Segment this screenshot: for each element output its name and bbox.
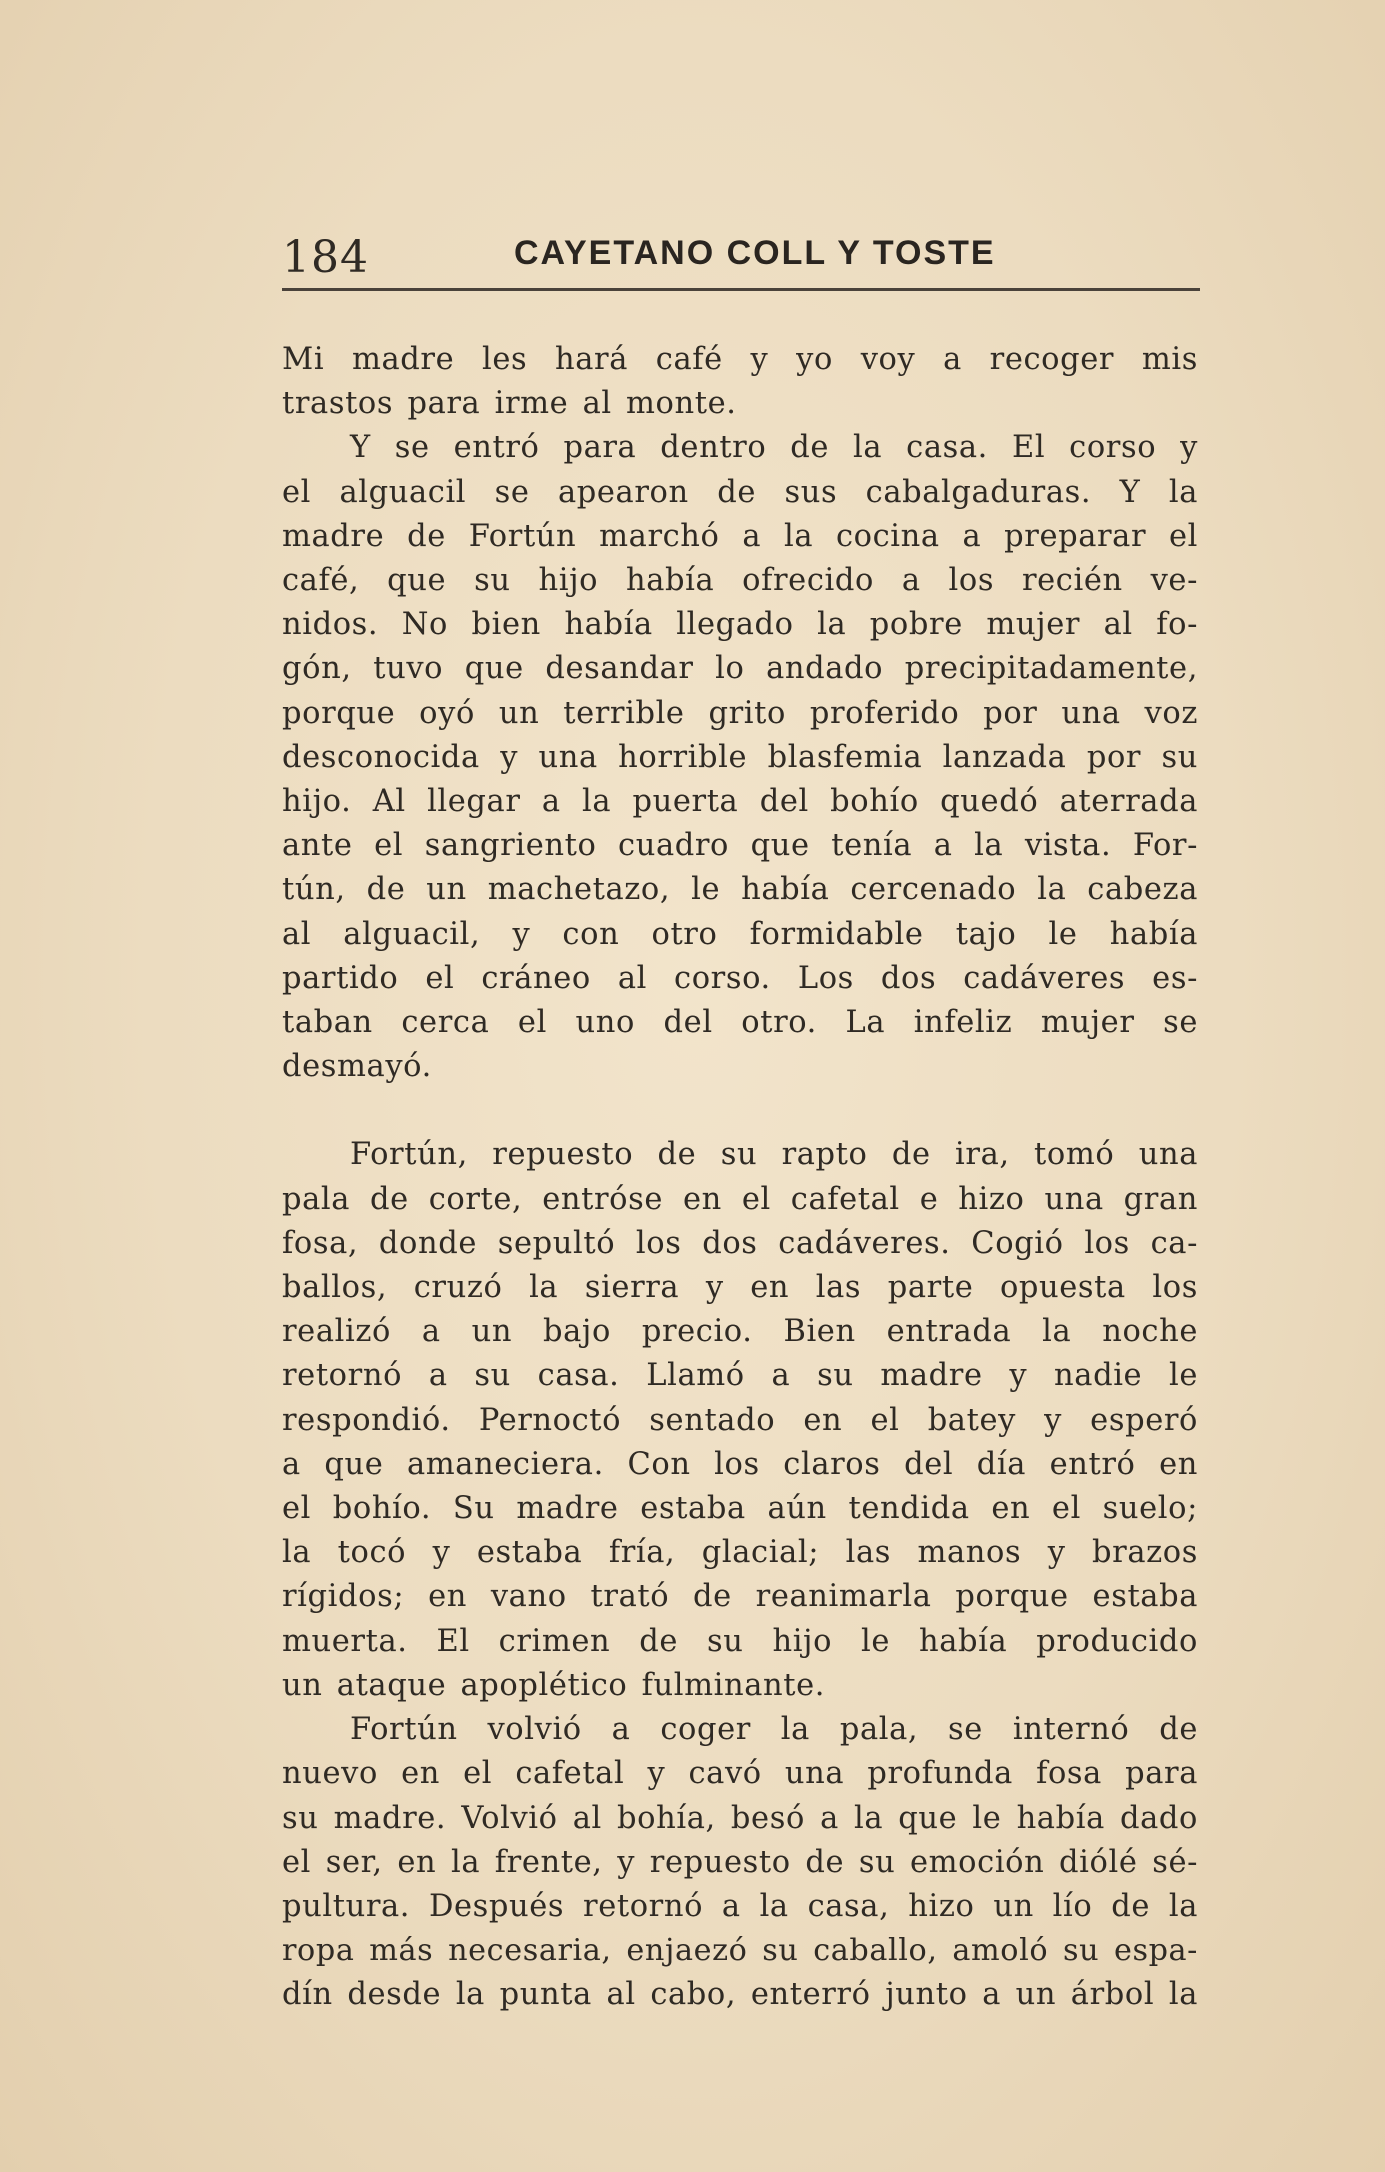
text-line: taban cerca el uno del otro. La infeliz mujer se xyxy=(282,1005,1198,1041)
text-line: café, que su hijo había ofrecido a los recién ve- xyxy=(282,563,1198,599)
paragraph-2 xyxy=(282,426,1198,1089)
page-header xyxy=(282,222,1202,292)
text-line: a que amaneciera. Con los claros del día entró en xyxy=(282,1446,1198,1482)
running-head: CAYETANO COLL Y TOSTE xyxy=(514,234,996,272)
text-line: retornó a su casa. Llamó a su madre y nadie le xyxy=(282,1358,1198,1394)
text-line: respondió. Pernoctó sentado en el batey y esperó xyxy=(282,1402,1198,1438)
text-line: dín desde la punta al cabo, enterró junto a un árbol la xyxy=(282,1977,1198,2013)
text-line: rígidos; en vano trató de reanimarla porque estaba xyxy=(282,1579,1198,1615)
text-line: partido el cráneo al corso. Los dos cadáveres es- xyxy=(282,960,1198,996)
text-line: Fortún, repuesto de su rapto de ira, tomó una xyxy=(350,1137,1198,1173)
page-number: 184 xyxy=(282,232,369,283)
text-line: ballos, cruzó la sierra y en las parte opuesta los xyxy=(282,1270,1198,1306)
text-line: Mi madre les hará café y yo voy a recoger mis xyxy=(282,342,1198,377)
text-line: el alguacil se apearon de sus cabalgaduras. Y la xyxy=(282,474,1198,510)
text-line: pultura. Después retornó a la casa, hizo un lío de la xyxy=(282,1888,1198,1924)
paragraph-1 xyxy=(282,338,1198,426)
text-line: Fortún volvió a coger la pala, se internó de xyxy=(350,1712,1198,1748)
text-line: nidos. No bien había llegado la pobre mujer al fo- xyxy=(282,607,1198,643)
text-line: hijo. Al llegar a la puerta del bohío quedó aterrada xyxy=(282,784,1198,820)
text-line: madre de Fortún marchó a la cocina a preparar el xyxy=(282,518,1198,554)
text-line: realizó a un bajo precio. Bien entrada la noche xyxy=(282,1314,1198,1350)
text-line: porque oyó un terrible grito proferido por una voz xyxy=(282,695,1198,731)
text-line: el ser, en la frente, y repuesto de su emoción diólé sé- xyxy=(282,1844,1198,1880)
text-line: un ataque apoplético fulminante. xyxy=(282,1667,826,1703)
text-line: ante el sangriento cuadro que tenía a la vista. For- xyxy=(282,828,1198,864)
text-line: su madre. Volvió al bohía, besó a la que le había dado xyxy=(282,1800,1198,1836)
text-line: la tocó y estaba fría, glacial; las manos y brazos xyxy=(282,1535,1198,1571)
text-line: desmayó. xyxy=(282,1049,432,1085)
text-line: al alguacil, y con otro formidable tajo le había xyxy=(282,916,1198,952)
text-line: Y se entró para dentro de la casa. El corso y xyxy=(350,430,1198,466)
text-line: ropa más necesaria, enjaezó su caballo, amoló su espa- xyxy=(282,1933,1198,1969)
text-line: pala de corte, entróse en el cafetal e hizo una gran xyxy=(282,1181,1198,1217)
paragraph-4 xyxy=(282,1708,1198,2017)
text-line: muerta. El crimen de su hijo le había producido xyxy=(282,1623,1198,1659)
text-line: gón, tuvo que desandar lo andado precipitadamente, xyxy=(282,651,1198,687)
header-rule xyxy=(282,288,1200,291)
text-line: nuevo en el cafetal y cavó una profunda fosa para xyxy=(282,1756,1198,1792)
paragraph-3 xyxy=(282,1133,1198,1708)
body-text xyxy=(282,338,1198,2018)
text-line: fosa, donde sepultó los dos cadáveres. Cogió los ca- xyxy=(282,1225,1198,1261)
text-line: desconocida y una horrible blasfemia lanzada por su xyxy=(282,739,1198,775)
text-line: el bohío. Su madre estaba aún tendida en el suelo; xyxy=(282,1491,1198,1527)
text-line: tún, de un machetazo, le había cercenado la cabeza xyxy=(282,872,1198,908)
text-line: trastos para irme al monte. xyxy=(282,386,737,422)
